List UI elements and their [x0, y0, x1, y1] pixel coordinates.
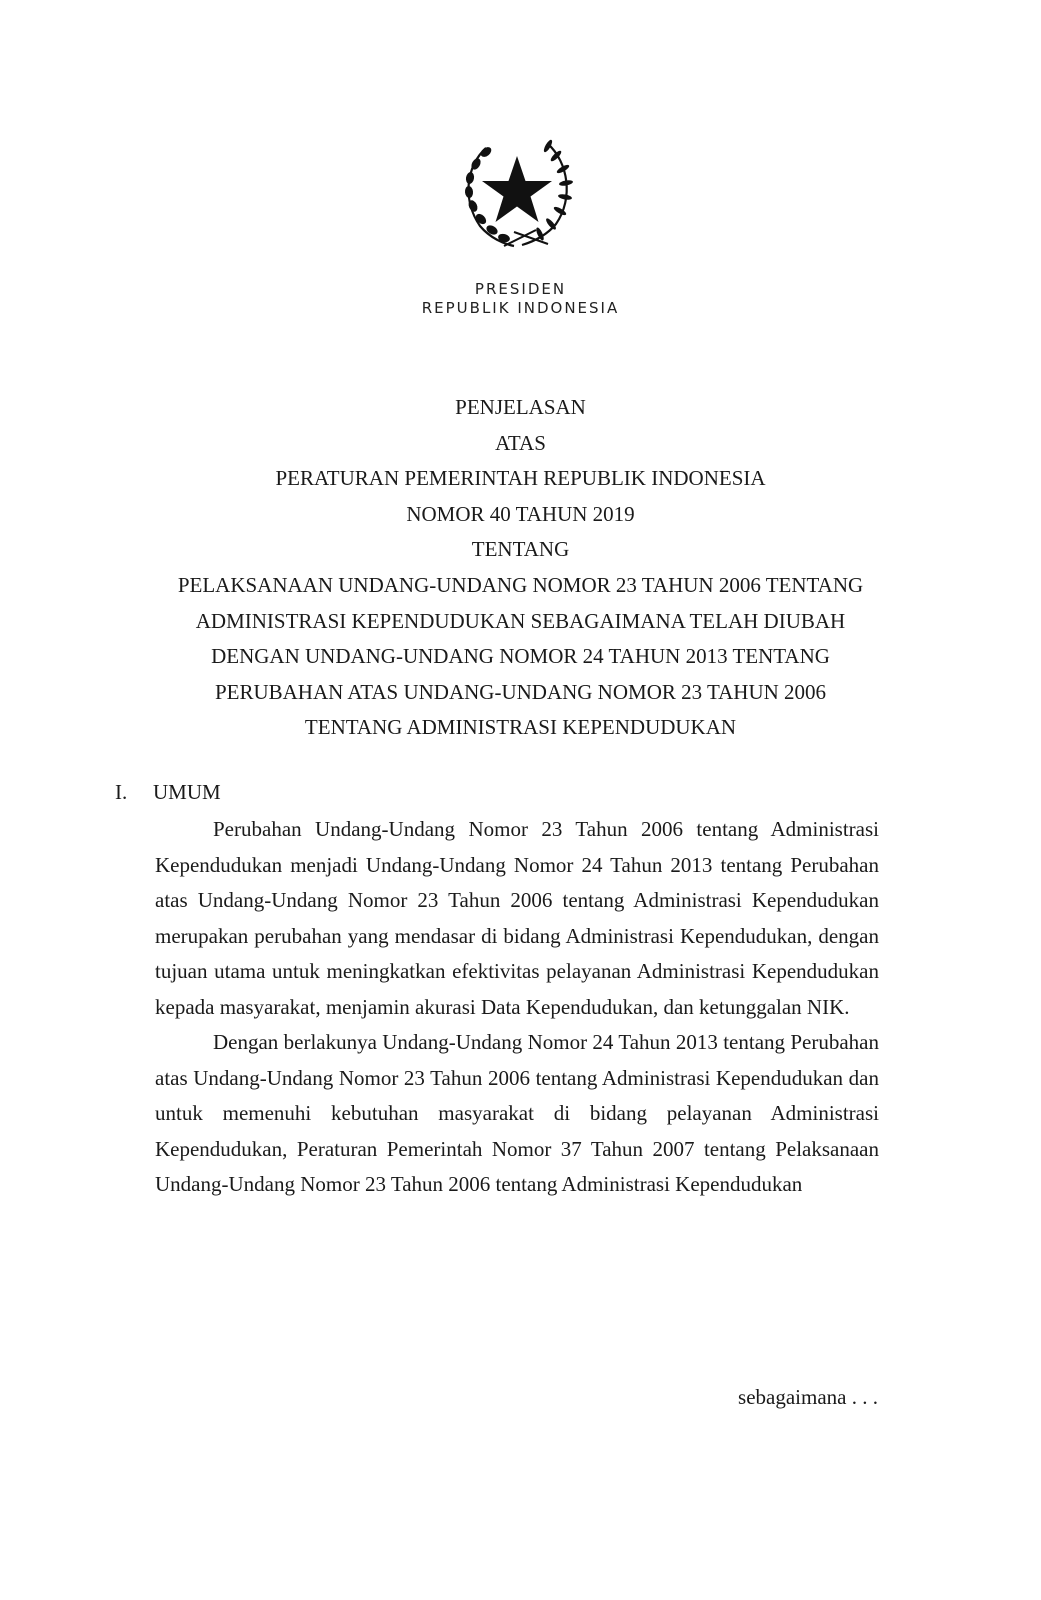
title-line: PELAKSANAAN UNDANG-UNDANG NOMOR 23 TAHUN 2006 TENTANG: [177, 572, 864, 597]
header-president: PRESIDEN: [474, 280, 567, 298]
header-republic: REPUBLIK INDONESIA: [421, 299, 620, 317]
title-line: ADMINISTRASI KEPENDUDUKAN SEBAGAIMANA TELAH DIUBAH: [195, 608, 846, 633]
title-line: PERATURAN PEMERINTAH REPUBLIK INDONESIA: [275, 466, 766, 491]
body-paragraph: Perubahan Undang-Undang Nomor 23 Tahun 2006 tentang Administrasi Kependudukan menjadi Undang-Undang Nomor 24 Tahun 2013 tentang Perubahan atas Undang-Undang Nomor 23 Tahun 2006 tentang Administrasi Kependudukan merupakan perubahan yang mendasar di bidang Administrasi Kependudukan, dengan tujuan utama untuk meningkatkan efektivitas pelayanan Administrasi Kependudukan kepada masyarakat, menjamin akurasi Data Kependudukan, dan ketunggalan NIK.: [155, 817, 879, 1019]
section-number: I.: [115, 780, 128, 804]
section-body: [155, 812, 879, 1203]
document-title: [0, 390, 1041, 746]
title-line: TENTANG: [471, 537, 570, 562]
title-line: NOMOR 40 TAHUN 2019: [406, 501, 635, 526]
page-continuation: sebagaimana . . .: [738, 1385, 878, 1409]
title-line: DENGAN UNDANG-UNDANG NOMOR 24 TAHUN 2013 TENTANG: [211, 644, 830, 669]
section-title: UMUM: [153, 780, 221, 804]
title-line: PERUBAHAN ATAS UNDANG-UNDANG NOMOR 23 TAHUN 2006: [214, 679, 827, 704]
title-line: TENTANG ADMINISTRASI KEPENDUDUKAN: [304, 715, 737, 740]
presidential-star-emblem-icon: [452, 128, 582, 258]
title-line: ATAS: [495, 430, 546, 455]
section-heading: [115, 780, 221, 805]
body-paragraph: Dengan berlakunya Undang-Undang Nomor 24 Tahun 2013 tentang Perubahan atas Undang-Undang Nomor 23 Tahun 2006 tentang Administrasi Kependudukan dan untuk memenuhi kebutuhan masyarakat di bidang pelayanan Administrasi Kependudukan, Peraturan Pemerintah Nomor 37 Tahun 2007 tentang Pelaksanaan Undang-Undang Nomor 23 Tahun 2006 tentang Administrasi Kependudukan: [155, 1030, 879, 1196]
title-line: PENJELASAN: [455, 395, 586, 419]
